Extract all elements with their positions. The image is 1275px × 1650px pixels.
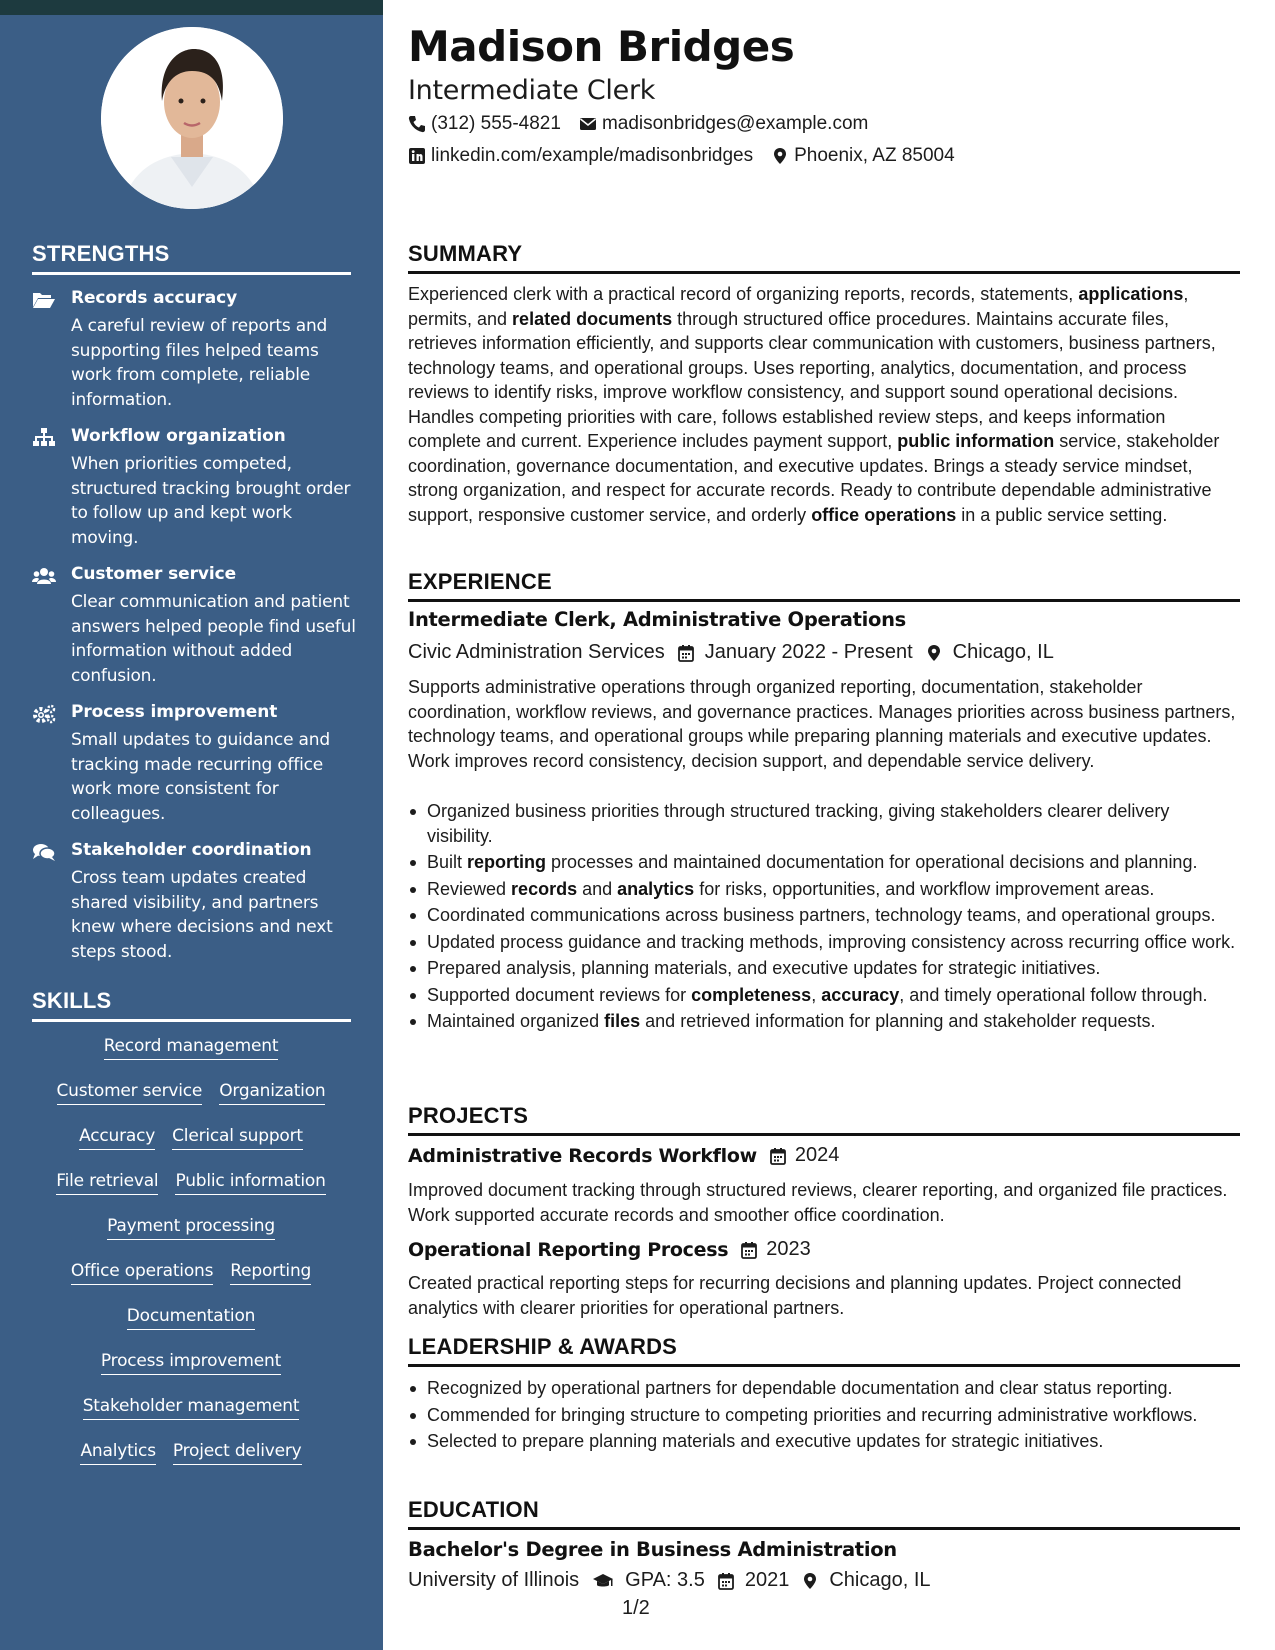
map-pin-icon [925, 644, 943, 662]
phone-text: (312) 555-4821 [431, 113, 561, 134]
project-title-row [408, 1144, 839, 1167]
graduation-cap-icon [591, 1572, 615, 1590]
skill-tag: File retrieval [56, 1171, 158, 1195]
list-item: Commended for bringing structure to competing priorities and recurring administrative workflows. [408, 1403, 1240, 1428]
experience-heading: EXPERIENCE [408, 569, 1240, 602]
envelope-icon [579, 115, 597, 133]
leadership-heading: LEADERSHIP & AWARDS [408, 1334, 1240, 1367]
summary-heading: SUMMARY [408, 241, 1240, 274]
sitemap-icon [32, 428, 56, 448]
comments-icon [32, 842, 56, 862]
experience-location: Chicago, IL [952, 641, 1054, 663]
education-gpa: GPA: 3.5 [625, 1569, 705, 1591]
folder-open-icon [32, 290, 56, 310]
leadership-bullets [408, 1376, 1240, 1456]
strength-title: Stakeholder coordination [71, 840, 312, 860]
linkedin-item[interactable] [408, 145, 753, 167]
profile-photo [101, 27, 283, 209]
strengths-heading: STRENGTHS [32, 241, 351, 275]
education-year: 2021 [744, 1569, 790, 1591]
education-heading: EDUCATION [408, 1497, 1240, 1530]
strength-description: A careful review of reports and supporting files helped teams work from complete, reliable information. [71, 316, 328, 410]
phone-icon [408, 115, 426, 133]
skill-tag: Public information [175, 1171, 325, 1195]
strength-description: Small updates to guidance and tracking made recurring office work more consistent for colleagues. [71, 730, 330, 824]
skill-tag: Documentation [127, 1306, 255, 1330]
strength-description: When priorities competed, structured tracking brought order to follow up and kept work moving. [71, 454, 351, 548]
list-item: Coordinated communications across business partners, technology teams, and operational groups. [408, 903, 1240, 928]
skill-tag: Payment processing [107, 1216, 275, 1240]
linkedin-text: linkedin.com/example/madisonbridges [431, 145, 754, 166]
gears-icon [32, 704, 56, 724]
location-item [771, 145, 955, 167]
experience-bullets [408, 799, 1240, 1036]
strength-title: Customer service [71, 564, 236, 584]
list-item: Maintained organized files and retrieved information for planning and stakeholder requests. [408, 1009, 1240, 1034]
list-item: Built reporting processes and maintained documentation for operational decisions and planning. [408, 850, 1240, 875]
skill-tag: Reporting [230, 1261, 311, 1285]
project-title: Operational Reporting Process [408, 1238, 729, 1261]
project-description: Created practical reporting steps for recurring decisions and planning updates. Project connected analytics with clearer priorities for operational partners. [408, 1273, 1182, 1318]
project-year: 2024 [794, 1144, 840, 1166]
users-icon [32, 566, 56, 586]
summary-text: Experienced clerk with a practical record of organizing reports, records, statements, applications, permits, and related documents through structured office procedures. Maintains accurate files, retrieves information efficiently, and supports clear communication with customers, business partners, technology teams, and operational groups. Uses reporting, analytics, documentation, and process reviews to identify risks, improve workflow consistency, and support sound operational decisions. Handles competing priorities with care, follows established review steps, and keeps information complete and current. Experience includes payment support, public information service, stakeholder coordination, governance documentation, and executive updates. Brings a steady service mindset, strong organization, and respect for accurate records. Ready to contribute dependable administrative support, responsive customer service, and orderly office operations in a public service setting. [408, 284, 1220, 525]
calendar-icon [769, 1147, 787, 1165]
phone-item [408, 113, 561, 135]
projects-heading: PROJECTS [408, 1103, 1240, 1136]
education-degree: Bachelor's Degree in Business Administration [408, 1538, 897, 1561]
project-year: 2023 [766, 1238, 811, 1260]
location-text: Phoenix, AZ 85004 [794, 145, 955, 166]
calendar-icon [717, 1572, 735, 1590]
skill-tag: Record management [104, 1036, 279, 1060]
page-number: 1/2 [622, 1597, 650, 1619]
education-meta [408, 1569, 931, 1592]
experience-role: Intermediate Clerk, Administrative Operations [408, 608, 906, 631]
skill-tag: Process improvement [101, 1351, 281, 1375]
experience-dates: January 2022 - Present [704, 641, 913, 663]
strength-description: Cross team updates created shared visibility, and partners knew where decisions and next steps stood. [71, 868, 333, 962]
skill-tag: Project delivery [173, 1441, 302, 1465]
project-title-row [408, 1238, 811, 1261]
list-item: Organized business priorities through structured tracking, giving stakeholders clearer delivery visibility. [408, 799, 1240, 848]
list-item: Supported document reviews for completeness, accuracy, and timely operational follow through. [408, 983, 1240, 1008]
calendar-icon [740, 1241, 758, 1259]
linkedin-icon [408, 147, 426, 165]
education-location: Chicago, IL [829, 1569, 931, 1591]
candidate-title: Intermediate Clerk [408, 75, 656, 106]
skill-tag: Customer service [57, 1081, 203, 1105]
map-pin-icon [771, 147, 789, 165]
email-item[interactable] [579, 113, 868, 135]
experience-meta [408, 641, 1054, 664]
map-pin-icon [801, 1572, 819, 1590]
contact-row [408, 113, 868, 135]
experience-company: Civic Administration Services [408, 641, 665, 663]
skill-tag: Office operations [71, 1261, 213, 1285]
calendar-icon [677, 644, 695, 662]
strength-title: Records accuracy [71, 288, 238, 308]
education-school: University of Illinois [408, 1569, 580, 1591]
list-item: Recognized by operational partners for dependable documentation and clear status reporting. [408, 1376, 1240, 1401]
candidate-name: Madison Bridges [408, 22, 795, 71]
sidebar-top-bar [0, 0, 383, 15]
list-item: Updated process guidance and tracking methods, improving consistency across recurring office work. [408, 930, 1240, 955]
skill-tag: Accuracy [79, 1126, 155, 1150]
sidebar [0, 0, 383, 1650]
project-description: Improved document tracking through structured reviews, clearer reporting, and organized file practices. Work supported accurate records and smoother office coordination. [408, 1180, 1228, 1225]
list-item: Prepared analysis, planning materials, and executive updates for strategic initiatives. [408, 956, 1240, 981]
skill-tag: Stakeholder management [83, 1396, 300, 1420]
skills-list [32, 1036, 350, 1486]
contact-row [408, 145, 955, 167]
experience-description: Supports administrative operations through organized reporting, documentation, stakeholder coordination, workflow reviews, and governance practices. Manages priorities across business partners, technology teams, and operational groups while preparing planning materials and executive updates. Work improves record consistency, decision support, and dependable service delivery. [408, 677, 1236, 771]
strength-title: Process improvement [71, 702, 278, 722]
project-title: Administrative Records Workflow [408, 1144, 757, 1167]
skill-tag: Clerical support [172, 1126, 303, 1150]
strength-title: Workflow organization [71, 426, 286, 446]
list-item: Selected to prepare planning materials and executive updates for strategic initiatives. [408, 1429, 1240, 1454]
skill-tag: Organization [219, 1081, 325, 1105]
list-item: Reviewed records and analytics for risks, opportunities, and workflow improvement areas. [408, 877, 1240, 902]
skills-heading: SKILLS [32, 988, 351, 1022]
strength-description: Clear communication and patient answers helped people find useful information without added confusion. [71, 592, 356, 686]
skill-tag: Analytics [80, 1441, 155, 1465]
email-text: madisonbridges@example.com [601, 113, 869, 134]
